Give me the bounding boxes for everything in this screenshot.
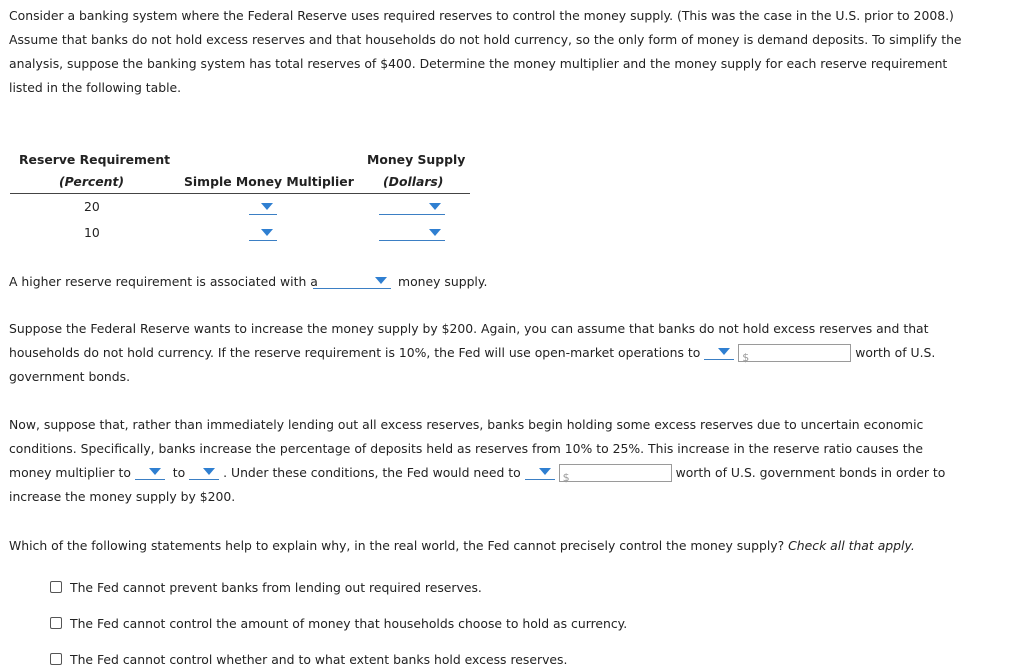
col-money-supply-title: Money Supply [367,152,466,167]
question-text [9,538,915,554]
chevron-down-icon [149,468,161,475]
part2-text-1: Suppose the Federal Reserve wants to increase the money supply by $200. Again, you can assume that banks do not hold excess reserves and that households do not hold currency. If the reserve requirement is 10%, the Fed will use open-market operations to [9,321,929,360]
bond-amount-input[interactable] [738,344,851,362]
money-supply-10-dropdown[interactable] [379,226,445,241]
row-requirement-20: 20 [84,199,100,214]
multiplier-from-dropdown[interactable] [135,465,165,480]
higher-req-text: A higher reserve requirement is associated with a [9,274,318,289]
multiplier-to-dropdown[interactable] [189,465,219,480]
option-2-label[interactable]: The Fed cannot control the amount of money that households choose to hold as currency. [70,616,628,631]
dollar-sign: $ [562,471,570,484]
part2-text-2: worth of U.S. government bonds. [9,345,936,384]
chevron-down-icon [375,277,387,284]
option-1-label[interactable]: The Fed cannot prevent banks from lending out required reserves. [70,580,482,595]
question-instruction: Check all that apply. [788,538,915,553]
part3-text-3: worth of U.S. government bonds in order to increase the money supply by $200. [9,465,946,504]
intro-paragraph: Consider a banking system where the Federal Reserve uses required reserves to control the money supply. (This was the case in the U.S. prior to 2008.) Assume that banks do not hold excess reserves and that households do not hold currency, so the only form of money is demand deposits. To simplify the analysis, suppose the banking system has total reserves of $400. Determine the money multiplier and the money supply for each reserve requirement listed in the following table. [9,8,962,95]
table-header-divider [10,193,470,194]
dollar-sign: $ [742,351,750,364]
option-2-checkbox[interactable] [50,617,62,629]
chevron-down-icon [718,348,730,355]
chevron-down-icon [429,229,441,236]
option-3-checkbox[interactable] [50,653,62,665]
higher-req-after-text: money supply. [398,274,488,289]
chevron-down-icon [261,203,273,210]
col-reserve-requirement-title: Reserve Requirement [19,152,171,167]
bond-amount-input-2[interactable] [559,464,672,482]
col-money-supply-sub: (Dollars) [383,174,444,189]
question-body: Which of the following statements help to explain why, in the real world, the Fed cannot precisely control the money supply? [9,538,785,553]
part3-to-text: to [172,465,186,480]
option-1-checkbox[interactable] [50,581,62,593]
open-market-action-dropdown[interactable] [704,345,734,360]
part3-text-2: . Under these conditions, the Fed would need to [223,465,521,480]
multiplier-20-dropdown[interactable] [249,200,277,215]
fed-action-dropdown[interactable] [525,465,555,480]
chevron-down-icon [429,203,441,210]
col-reserve-requirement-sub: (Percent) [59,174,125,189]
chevron-down-icon [539,468,551,475]
part3-text-1: Now, suppose that, rather than immediately lending out all excess reserves, banks begin holding some excess reserves due to uncertain economic conditions. Specifically, banks increase the percentage of deposits held as reserves from 10% to 25%. This increase in the reserve ratio causes the money multiplier to [9,417,924,480]
multiplier-10-dropdown[interactable] [249,226,277,241]
option-3-label[interactable]: The Fed cannot control whether and to what extent banks hold excess reserves. [70,652,568,667]
chevron-down-icon [261,229,273,236]
part3-paragraph [9,413,969,509]
part2-paragraph [9,317,969,389]
chevron-down-icon [203,468,215,475]
money-supply-20-dropdown[interactable] [379,200,445,215]
row-requirement-10: 10 [84,225,100,240]
col-simple-multiplier-title: Simple Money Multiplier [184,174,354,189]
higher-req-dropdown[interactable] [313,274,391,289]
